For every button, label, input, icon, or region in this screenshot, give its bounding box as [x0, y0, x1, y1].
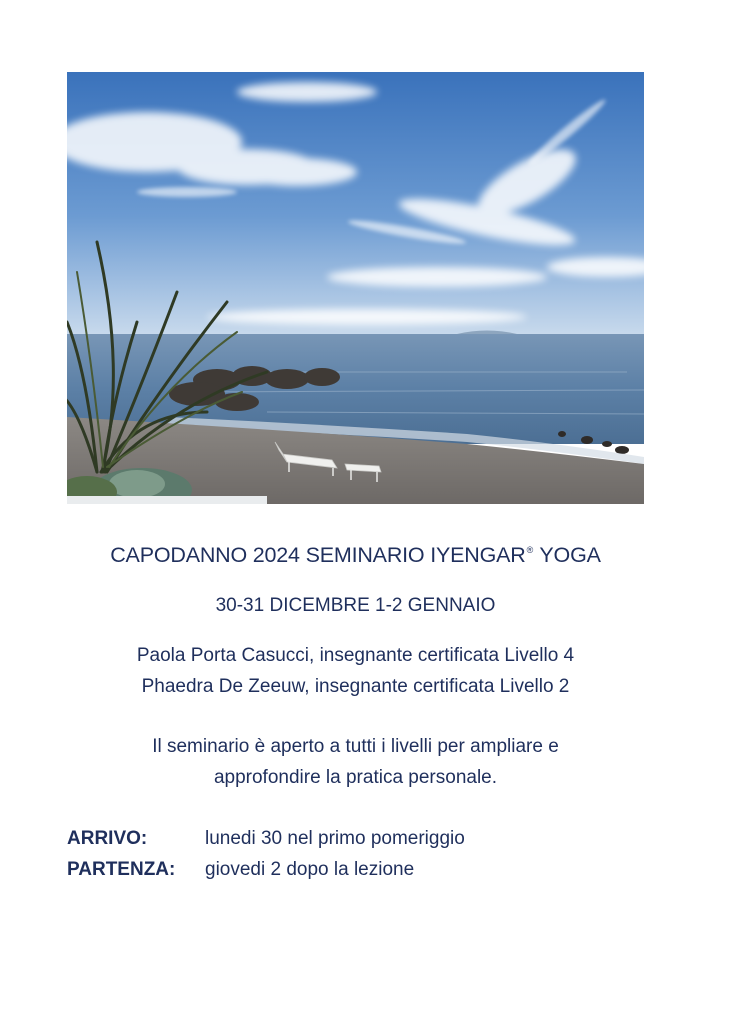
- seminar-description: [67, 731, 644, 793]
- description-line: Il seminario è aperto a tutti i livelli per ampliare e: [152, 736, 559, 757]
- arrival-label: ARRIVO:: [67, 828, 148, 849]
- departure-row: [67, 854, 644, 885]
- departure-value: giovedi 2 dopo la lezione: [205, 859, 415, 880]
- teacher-line: Phaedra De Zeeuw, insegnante certificata Livello 2: [141, 676, 570, 697]
- departure-label: PARTENZA:: [67, 859, 176, 880]
- arrival-row: [67, 823, 644, 854]
- title-yoga: YOGA: [534, 543, 601, 567]
- title-main: CAPODANNO 2024 SEMINARIO IYENGAR: [110, 543, 526, 567]
- arrival-value: lunedi 30 nel primo pomeriggio: [205, 828, 465, 849]
- schedule: [67, 823, 644, 885]
- page-title: [67, 543, 644, 568]
- description-line: approfondire la pratica personale.: [213, 767, 498, 788]
- teacher-line: Paola Porta Casucci, insegnante certificata Livello 4: [136, 645, 575, 666]
- teachers-list: [67, 640, 644, 702]
- seaside-photo: [67, 72, 644, 504]
- event-dates: 30-31 DICEMBRE 1-2 GENNAIO: [215, 595, 496, 616]
- registered-mark: ®: [526, 545, 534, 555]
